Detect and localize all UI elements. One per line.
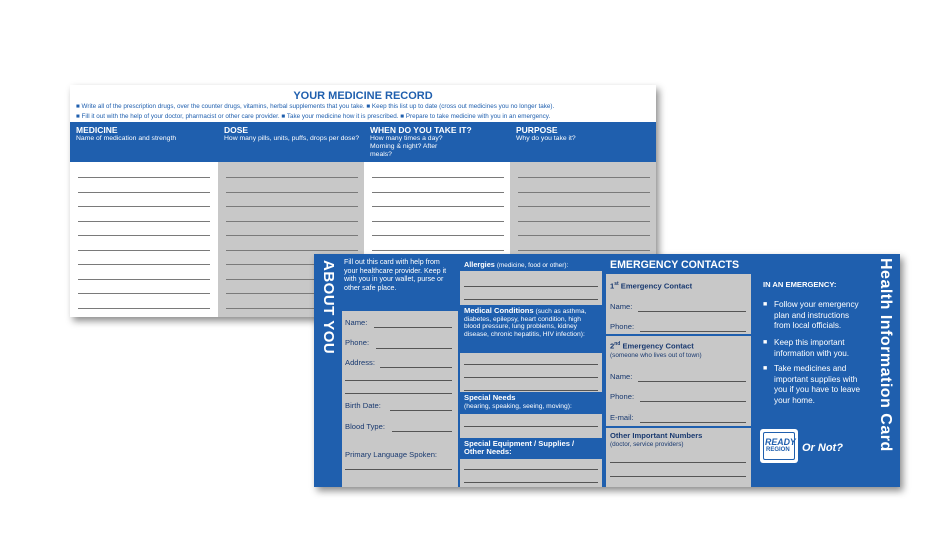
record-write-line[interactable] <box>226 250 358 251</box>
about-you-title: ABOUT YOU <box>320 260 337 355</box>
health-information-card <box>314 254 900 487</box>
other-numbers-line-2[interactable] <box>610 476 746 477</box>
purpose-heading: PURPOSE <box>516 125 558 135</box>
birth-date-line[interactable] <box>390 410 452 411</box>
instruction-line-2: ■ Fill it out with the help of your doctor, pharmacist or other care provider. ■ Take your medicine how it is prescribed. ■ Prepare to take medicine with you in an emergency. <box>76 113 551 120</box>
contact-2-number: 2 <box>610 341 615 351</box>
special-needs-label: Special Needs <box>464 393 516 402</box>
record-write-line[interactable] <box>518 235 650 236</box>
ready-region-logo-frame <box>763 432 795 460</box>
record-write-line[interactable] <box>226 192 358 193</box>
emergency-contacts-title: EMERGENCY CONTACTS <box>610 259 740 271</box>
medicine-record-title: YOUR MEDICINE RECORD <box>293 90 433 102</box>
record-write-line[interactable] <box>372 235 504 236</box>
logo-ready-text: READY <box>765 437 796 447</box>
when-subheading: How many times a day? Morning & night? After meals? <box>370 135 443 158</box>
language-label: Primary Language Spoken: <box>345 450 438 459</box>
record-write-line[interactable] <box>372 177 504 178</box>
phone-label: Phone: <box>345 338 370 347</box>
blood-type-line[interactable] <box>392 431 452 432</box>
name-line[interactable] <box>374 327 452 328</box>
name-label: Name: <box>345 318 368 327</box>
emergency-bullet-2 <box>763 338 863 359</box>
address-label: Address: <box>345 358 375 367</box>
record-write-line[interactable] <box>518 206 650 207</box>
ready-region-logo <box>760 429 798 463</box>
bullet-1-square-icon: ■ <box>763 301 768 308</box>
record-write-line[interactable] <box>226 221 358 222</box>
medicine-heading: MEDICINE <box>76 125 118 135</box>
emergency-bullet-1 <box>763 300 863 332</box>
conditions-line-3[interactable] <box>464 390 598 391</box>
special-equipment-box <box>460 438 602 459</box>
allergies-label: Allergies <box>464 260 495 269</box>
contact-1-label: Emergency Contact <box>618 281 693 291</box>
contact-2-name-line[interactable] <box>638 381 746 382</box>
bullet-2-text: Keep this important information with you. <box>774 338 850 358</box>
record-write-line[interactable] <box>78 250 210 251</box>
record-write-line[interactable] <box>226 235 358 236</box>
contact-2-label: Emergency Contact <box>620 341 694 351</box>
logo-tagline: Or Not? <box>802 442 843 454</box>
conditions-sub: (such as asthma, diabetes, epilepsy, heart condition, high blood pressure, lung problems, kidney disease, chronic hepatitis, HIV infection): <box>464 308 587 339</box>
when-heading: WHEN DO YOU TAKE IT? <box>370 125 472 135</box>
other-numbers-sub: (doctor, service providers) <box>610 441 684 448</box>
about-you-intro: Fill out this card with help from your healthcare provider. Keep it with you in your wallet, purse or other safe place. <box>344 258 447 292</box>
record-write-line[interactable] <box>372 221 504 222</box>
medical-conditions-box <box>460 305 602 353</box>
other-numbers-label: Other Important Numbers <box>610 431 703 440</box>
record-write-line[interactable] <box>78 235 210 236</box>
medicine-header <box>76 125 214 143</box>
phone-line[interactable] <box>376 348 452 349</box>
purpose-subheading: Why do you take it? <box>516 135 576 142</box>
record-write-line[interactable] <box>226 206 358 207</box>
contact-1-name-line[interactable] <box>638 311 746 312</box>
bullet-3-square-icon: ■ <box>763 365 768 372</box>
bullet-1-text: Follow your emergency plan and instructions from local officials. <box>774 300 859 331</box>
emergency-bullet-3 <box>763 364 863 406</box>
record-write-line[interactable] <box>78 221 210 222</box>
conditions-line-2[interactable] <box>464 377 598 378</box>
dose-subheading: How many pills, units, puffs, drops per dose? <box>224 135 360 142</box>
record-write-line[interactable] <box>78 192 210 193</box>
when-header <box>370 125 472 159</box>
contact-1-heading <box>610 281 692 291</box>
contact-2-phone-label: Phone: <box>610 392 635 401</box>
record-write-line[interactable] <box>372 250 504 251</box>
blood-type-label: Blood Type: <box>345 422 385 431</box>
allergies-line-1[interactable] <box>464 286 598 287</box>
special-needs-line[interactable] <box>464 426 598 427</box>
record-write-line[interactable] <box>78 206 210 207</box>
record-write-line[interactable] <box>518 177 650 178</box>
contact-divider-2 <box>606 426 751 428</box>
logo-region-text: REGION <box>766 447 790 453</box>
contact-2-email-line[interactable] <box>640 422 746 423</box>
record-write-line[interactable] <box>226 177 358 178</box>
contact-2-name-label: Name: <box>610 372 633 381</box>
record-write-line[interactable] <box>78 264 210 265</box>
contact-1-phone-label: Phone: <box>610 322 635 331</box>
contact-2-ordinal: nd <box>614 341 621 347</box>
contact-divider-1 <box>606 334 751 336</box>
record-write-line[interactable] <box>372 192 504 193</box>
medicine-subheading: Name of medication and strength <box>76 135 177 142</box>
contact-1-phone-line[interactable] <box>640 331 746 332</box>
dose-header <box>224 125 362 143</box>
address-line-1[interactable] <box>380 367 452 368</box>
record-write-line[interactable] <box>78 279 210 280</box>
conditions-label: Medical Conditions <box>464 306 534 315</box>
in-emergency-title: IN AN EMERGENCY: <box>763 280 837 289</box>
record-write-line[interactable] <box>372 206 504 207</box>
allergies-sub: (medicine, food or other): <box>496 262 569 269</box>
equipment-line-2[interactable] <box>464 482 598 483</box>
allergies-heading <box>464 260 568 269</box>
record-write-line[interactable] <box>78 293 210 294</box>
other-numbers-line-1[interactable] <box>610 462 746 463</box>
contact-2-sub: (someone who lives out of town) <box>610 352 702 359</box>
bullet-3-text: Take medicines and important supplies with you if you have to leave your home. <box>774 364 861 405</box>
special-needs-box <box>460 392 602 414</box>
address-line-3[interactable] <box>345 393 452 394</box>
purpose-header <box>516 125 654 143</box>
special-needs-sub: (hearing, speaking, seeing, moving): <box>464 402 572 410</box>
contact-2-heading <box>610 341 694 351</box>
dose-heading: DOSE <box>224 125 249 135</box>
record-write-line[interactable] <box>78 308 210 309</box>
equipment-line-1[interactable] <box>464 469 598 470</box>
contact-2-phone-line[interactable] <box>640 401 746 402</box>
contact-2-email-label: E-mail: <box>610 413 634 422</box>
language-line[interactable] <box>345 469 452 470</box>
bullet-2-square-icon: ■ <box>763 339 768 346</box>
record-write-line[interactable] <box>518 221 650 222</box>
contact-1-name-label: Name: <box>610 302 633 311</box>
record-write-line[interactable] <box>518 250 650 251</box>
contact-1-ordinal: st <box>614 281 619 287</box>
record-write-line[interactable] <box>518 192 650 193</box>
health-information-card-title: Health Information Card <box>877 258 894 452</box>
birth-date-label: Birth Date: <box>345 401 381 410</box>
equipment-label: Special Equipment / Supplies / Other Needs: <box>464 439 575 456</box>
address-line-2[interactable] <box>345 380 452 381</box>
allergies-line-2[interactable] <box>464 299 598 300</box>
record-write-line[interactable] <box>78 177 210 178</box>
instruction-line-1: ■ Write all of the prescription drugs, over the counter drugs, vitamins, herbal supplements that you take. ■ Keep this list up to date (cross out medicines you no longer take). <box>76 103 555 110</box>
contact-1-number: 1 <box>610 281 615 291</box>
conditions-line-1[interactable] <box>464 364 598 365</box>
